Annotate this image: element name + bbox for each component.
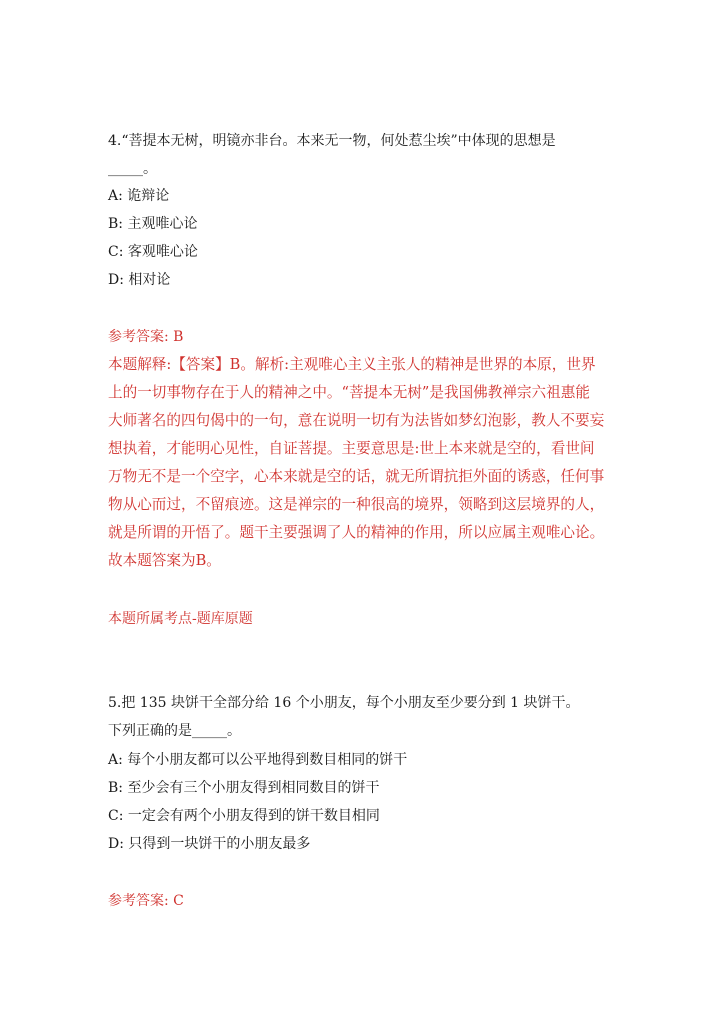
q4-option-b: B: 主观唯心论 [108,216,198,232]
q5-stem-line1: 5.把 135 块饼干全部分给 16 个小朋友，每个小朋友至少要分到 1 块饼干。 [108,695,580,711]
q4-stem-line1: 4.“菩提本无树，明镜亦非台。本来无一物，何处惹尘埃”中体现的思想是 [108,133,556,149]
q5-option-b: B: 至少会有三个小朋友得到相同数目的饼干 [108,780,380,796]
q4-option-a: A: 诡辩论 [108,188,170,204]
q4-explanation-line: 物从心而过，不留痕迹。这是禅宗的一种很高的境界，领略到这层境界的人， [108,496,605,513]
q5-option-d: D: 只得到一块饼干的小朋友最多 [108,836,311,852]
q4-explanation-line: 万物无不是一个空字，心本来就是空的话，就无所谓抗拒外面的诱惑，任何事 [108,468,605,485]
q4-explanation-line: 大师著名的四句偈中的一句，意在说明一切有为法皆如梦幻泡影，教人不要妄 [108,412,605,429]
q4-category: 本题所属考点-题库原题 [108,611,253,627]
q4-explanation-line: 上的一切事物存在于人的精神之中。“菩提本无树”是我国佛教禅宗六祖惠能 [108,384,590,401]
q5-answer: 参考答案: C [108,893,184,909]
q5-stem-line2: 下列正确的是_____。 [108,723,241,739]
q4-option-d: D: 相对论 [108,272,171,288]
q5-option-a: A: 每个小朋友都可以公平地得到数目相同的饼干 [108,752,408,768]
q4-explanation-line: 想执着，才能明心见性，自证菩提。主要意思是:世上本来就是空的，看世间 [108,440,595,457]
q4-explanation-line: 故本题答案为B。 [108,552,221,569]
q4-answer: 参考答案: B [108,329,184,345]
q4-explanation-line: 本题解释:【答案】B。解析:主观唯心主义主张人的精神是世界的本原，世界 [108,356,596,373]
q4-option-c: C: 客观唯心论 [108,244,198,260]
q4-explanation-line: 就是所谓的开悟了。题干主要强调了人的精神的作用，所以应属主观唯心论。 [108,524,605,541]
q4-stem-line2: _____。 [108,161,157,177]
q5-option-c: C: 一定会有两个小朋友得到的饼干数目相同 [108,808,380,824]
